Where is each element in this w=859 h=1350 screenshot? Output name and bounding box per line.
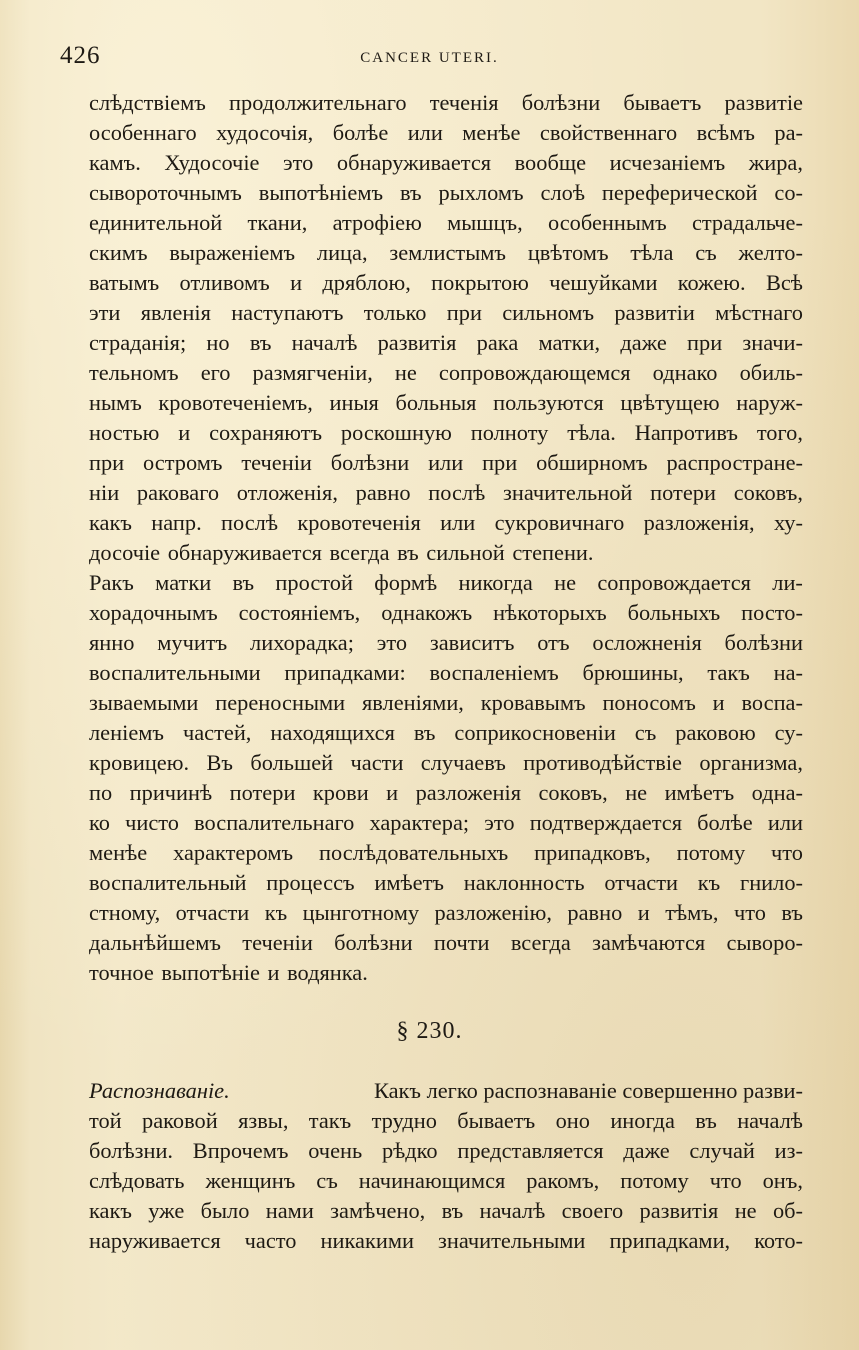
text-line: тельномъ его размягченіи, не сопровождающемся однако обиль- — [89, 360, 803, 385]
text-line: ніи раковаго отложенія, равно послѣ значительной потери соковъ, — [89, 480, 803, 505]
term-recognition: Распознаваніе. — [89, 1078, 230, 1103]
text-line: леніемъ частей, находящихся въ соприкосновеніи съ раковою су- — [89, 720, 803, 745]
text-line: ко чисто воспалительнаго характера; это подтверждается болѣе или — [89, 810, 803, 835]
text-line: стному, отчасти къ цынготному разложенію, равно и тѣмъ, что въ — [89, 900, 803, 925]
text-line: хорадочнымъ состояніемъ, однакожъ нѣкоторыхъ больныхъ посто- — [89, 600, 803, 625]
page-header — [0, 42, 859, 76]
text-line: единительной ткани, атрофіею мышцъ, особеннымъ страдальче- — [89, 210, 803, 235]
text-line: наруживается часто никакими значительными припадками, кото- — [89, 1228, 803, 1253]
paragraph-2 — [89, 568, 803, 988]
paragraph-1 — [89, 88, 803, 568]
text-line-first — [89, 1076, 803, 1106]
text-line: нымъ кровотеченіемъ, иныя больныя пользуются цвѣтущею наруж- — [89, 390, 803, 415]
text-line: Ракъ матки въ простой формѣ никогда не сопровождается ли- — [89, 570, 803, 595]
text-line: какъ уже было нами замѣчено, въ началѣ своего развитія не об- — [89, 1198, 803, 1223]
text-line: зываемыми переносными явленіями, кровавымъ поносомъ и воспа- — [89, 690, 803, 715]
text-line: особеннаго худосочія, болѣе или менѣе свойственнаго всѣмъ ра- — [89, 120, 803, 145]
text-line: скимъ выраженіемъ лица, землистымъ цвѣтомъ тѣла съ желто- — [89, 240, 803, 265]
text-line: эти явленія наступаютъ только при сильномъ развитіи мѣстнаго — [89, 300, 803, 325]
text-line: слѣдовать женщинъ съ начинающимся ракомъ, потому что онъ, — [89, 1168, 803, 1193]
running-head: CANCER UTERI. — [360, 50, 499, 66]
text-line: воспалительный процессъ имѣетъ наклонность отчасти къ гнило- — [89, 870, 803, 895]
text-line-rest: Какъ легко распознаваніе совершенно разви- — [373, 1078, 803, 1103]
paragraph-3 — [89, 1076, 803, 1256]
text-line: ватымъ отливомъ и дряблою, покрытою чешуйками кожею. Всѣ — [89, 270, 803, 295]
text-line: менѣе характеромъ послѣдовательныхъ припадковъ, потому что — [89, 840, 803, 865]
section-heading: § 230. — [396, 1018, 463, 1044]
text-line: при остромъ теченіи болѣзни или при обширномъ распростране- — [89, 450, 803, 475]
text-line: болѣзни. Впрочемъ очень рѣдко представляется даже случай из- — [89, 1138, 803, 1163]
text-line: какъ напр. послѣ кровотеченія или сукровичнаго разложенія, ху- — [89, 510, 803, 535]
text-line: той раковой язвы, такъ трудно бываетъ оно иногда въ началѣ — [89, 1108, 803, 1133]
text-line: камъ. Худосочіе это обнаруживается вообще исчезаніемъ жира, — [89, 150, 803, 175]
text-line: кровицею. Въ большей части случаевъ противодѣйствіе организма, — [89, 750, 803, 775]
text-line: янно мучитъ лихорадка; это зависитъ отъ осложненія болѣзни — [89, 630, 803, 655]
text-line: слѣдствіемъ продолжительнаго теченія болѣзни бываетъ развитіе — [89, 90, 803, 115]
body-text — [89, 88, 803, 988]
text-line: досочіе обнаруживается всегда въ сильной степени. — [89, 540, 594, 565]
page-number: 426 — [60, 42, 101, 69]
text-line: точное выпотѣніе и водянка. — [89, 960, 368, 985]
text-line: воспалительными припадками: воспаленіемъ брюшины, такъ на- — [89, 660, 803, 685]
text-line: ностью и сохраняютъ роскошную полноту тѣла. Напротивъ того, — [89, 420, 803, 445]
text-line: сывороточнымъ выпотѣніемъ въ рыхломъ слоѣ переферической со- — [89, 180, 803, 205]
text-line: дальнѣйшемъ теченіи болѣзни почти всегда замѣчаются сыворо- — [89, 930, 803, 955]
text-line: по причинѣ потери крови и разложенія соковъ, не имѣетъ одна- — [89, 780, 803, 805]
text-line: страданія; но въ началѣ развитія рака матки, даже при значи- — [89, 330, 803, 355]
